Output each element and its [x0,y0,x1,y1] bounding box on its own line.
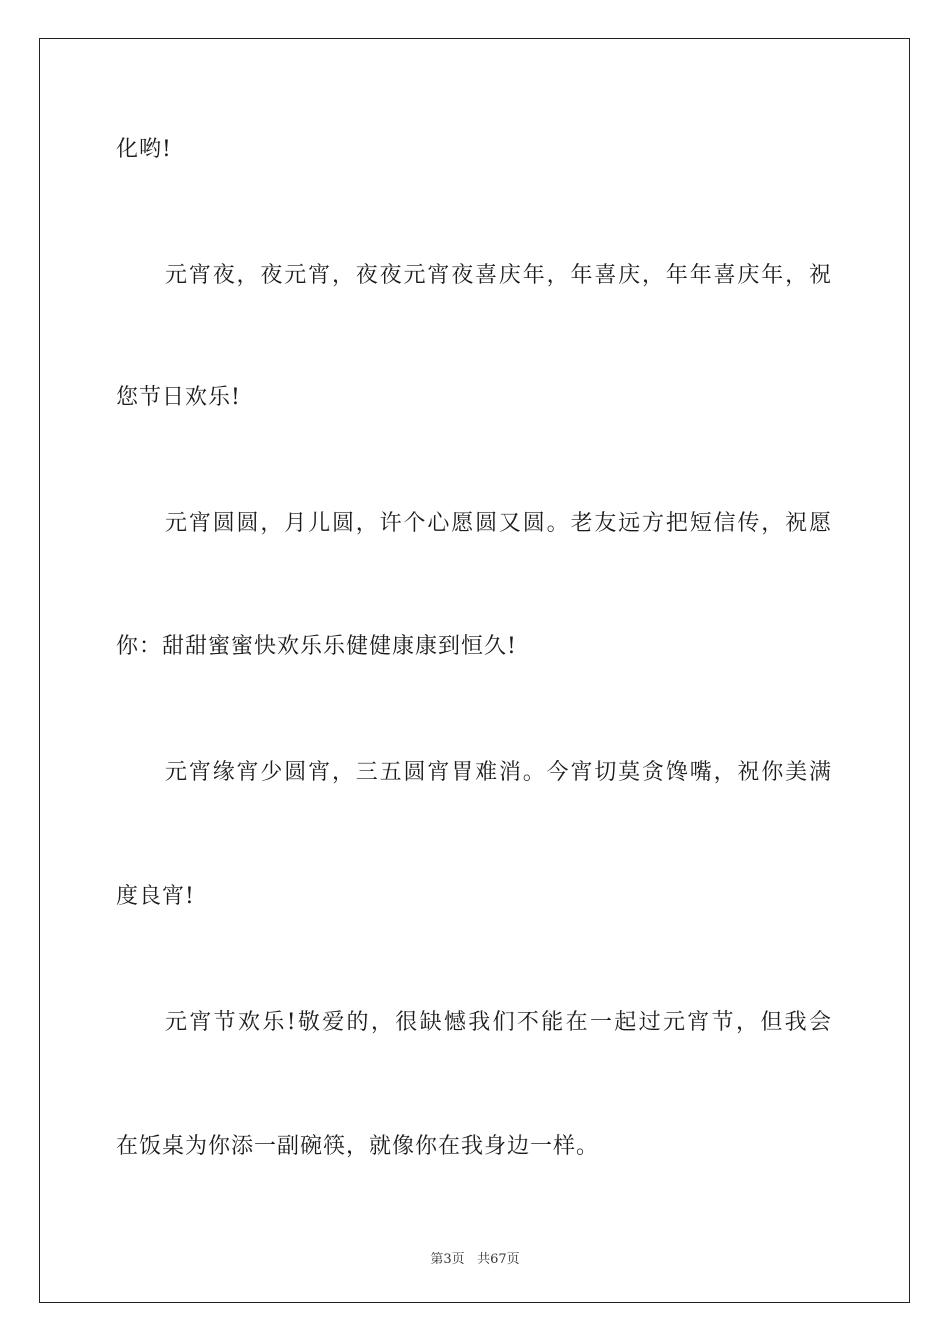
paragraph-line: 元宵节欢乐!敬爱的，很缺憾我们不能在一起过元宵节，但我会 [165,1010,832,1035]
paragraph-line: 元宵缘宵少圆宵，三五圆宵胃难消。今宵切莫贪馋嘴，祝你美满 [165,760,832,785]
paragraph-line: 在饭桌为你添一副碗筷，就像你在我身边一样。 [116,1134,600,1159]
page-total: 共67页 [477,1252,520,1267]
paragraph-line: 元宵圆圆，月儿圆，许个心愿圆又圆。老友远方把短信传，祝愿 [165,511,832,536]
paragraph-line: 度良宵! [116,884,195,909]
page-footer [0,1248,950,1267]
page-number: 第3页 [430,1252,465,1267]
paragraph-line: 您节日欢乐! [116,385,241,410]
paragraph-line: 你：甜甜蜜蜜快欢乐乐健健康康到恒久! [116,634,517,659]
page-frame [39,38,910,1303]
paragraph-line: 元宵夜，夜元宵，夜夜元宵夜喜庆年，年喜庆，年年喜庆年，祝 [165,263,832,288]
paragraph-line: 化哟! [116,137,172,162]
